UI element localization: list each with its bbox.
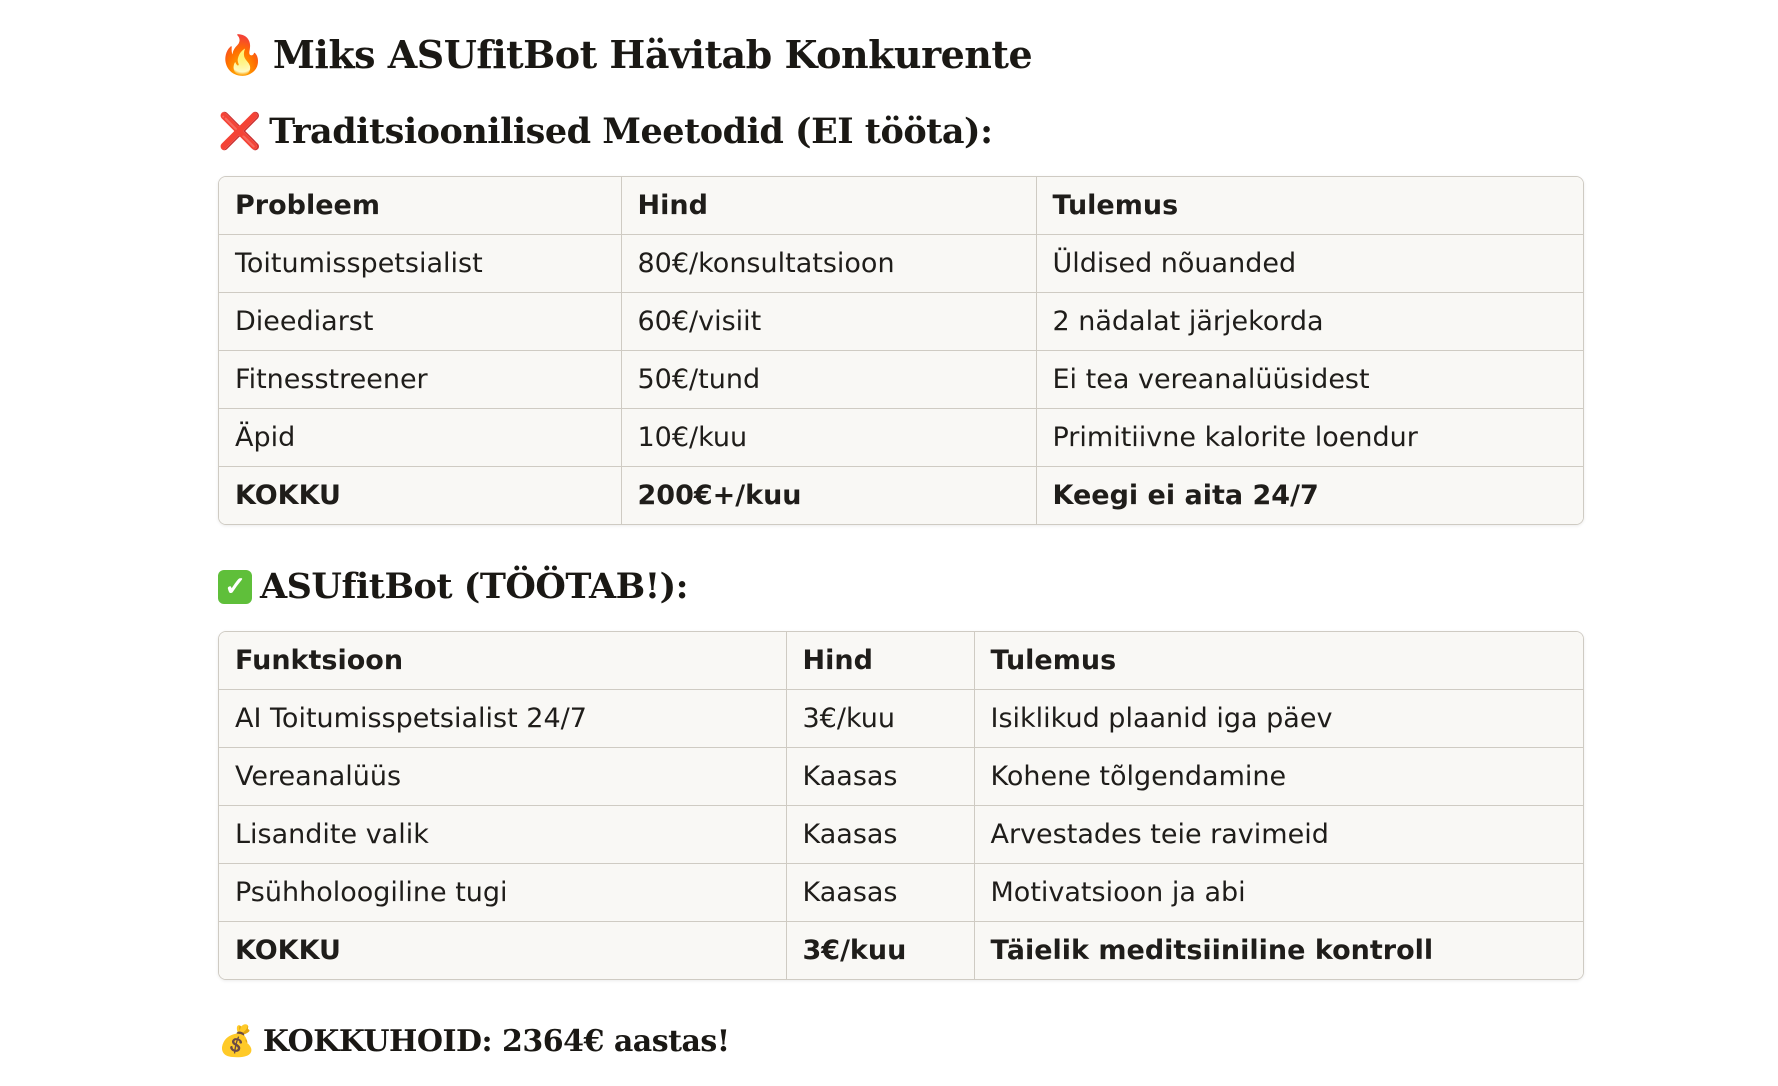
header-cell: Tulemus (1036, 177, 1583, 235)
table-cell: 60€/visiit (621, 293, 1036, 351)
asufitbot-heading-text: ASUfitBot (TÖÖTAB!): (260, 566, 689, 607)
asufitbot-table (218, 631, 1584, 980)
total-cell: 3€/kuu (786, 922, 974, 980)
total-cell: 200€+/kuu (621, 467, 1036, 525)
header-cell: Hind (621, 177, 1036, 235)
table-row (219, 864, 1583, 922)
table-cell: Primitiivne kalorite loendur (1036, 409, 1583, 467)
document (218, 22, 1584, 1070)
table-cell: Kaasas (786, 806, 974, 864)
table-cell: Vereanalüüs (219, 748, 786, 806)
table-cell: Äpid (219, 409, 621, 467)
table-row (219, 409, 1583, 467)
cross-mark-icon: ❌ (218, 112, 262, 152)
table-cell: Toitumisspetsialist (219, 235, 621, 293)
header-cell: Probleem (219, 177, 621, 235)
table-cell: 3€/kuu (786, 690, 974, 748)
header-cell: Tulemus (974, 632, 1583, 690)
total-row (219, 922, 1583, 980)
total-cell: KOKKU (219, 467, 621, 525)
table-cell: 50€/tund (621, 351, 1036, 409)
check-mark-icon: ✓ (218, 570, 252, 604)
table-row (219, 351, 1583, 409)
table-cell: Psühholoogiline tugi (219, 864, 786, 922)
table-row (219, 235, 1583, 293)
table-cell: 2 nädalat järjekorda (1036, 293, 1583, 351)
traditional-table (218, 176, 1584, 525)
table-cell: AI Toitumisspetsialist 24/7 (219, 690, 786, 748)
asufitbot-heading (218, 557, 1584, 617)
table-cell: Dieediarst (219, 293, 621, 351)
table-row (219, 806, 1583, 864)
savings-heading (218, 1014, 1584, 1070)
table-cell: Arvestades teie ravimeid (974, 806, 1583, 864)
table-header-row (219, 177, 1583, 235)
table-cell: Kaasas (786, 864, 974, 922)
table-cell: Kaasas (786, 748, 974, 806)
traditional-heading-text: Traditsioonilised Meetodid (EI tööta): (269, 111, 993, 152)
table-cell: Üldised nõuanded (1036, 235, 1583, 293)
savings-heading-text: KOKKUHOID: 2364€ aastas! (262, 1024, 730, 1059)
table-header-row (219, 632, 1583, 690)
table-row (219, 293, 1583, 351)
traditional-heading (218, 102, 1584, 162)
table-cell: Lisandite valik (219, 806, 786, 864)
total-cell: Täielik meditsiiniline kontroll (990, 935, 1434, 966)
table-cell: 80€/konsultatsioon (621, 235, 1036, 293)
table-cell: Ei tea vereanalüüsidest (1036, 351, 1583, 409)
page-title-text: Miks ASUfitBot Hävitab Konkurente (272, 32, 1033, 77)
money-bag-icon: 💰 (218, 1024, 255, 1059)
total-cell: Keegi ei aita 24/7 (1052, 480, 1319, 511)
table-cell: Fitnesstreener (219, 351, 621, 409)
fire-icon: 🔥 (218, 33, 265, 77)
header-cell: Hind (786, 632, 974, 690)
page-title (218, 22, 1584, 88)
total-row (219, 467, 1583, 525)
table-cell: Motivatsioon ja abi (974, 864, 1583, 922)
total-cell: KOKKU (219, 922, 786, 980)
header-cell: Funktsioon (219, 632, 786, 690)
table-cell: Kohene tõlgendamine (974, 748, 1583, 806)
table-row (219, 690, 1583, 748)
table-row (219, 748, 1583, 806)
table-cell: 10€/kuu (621, 409, 1036, 467)
table-cell: Isiklikud plaanid iga päev (974, 690, 1583, 748)
